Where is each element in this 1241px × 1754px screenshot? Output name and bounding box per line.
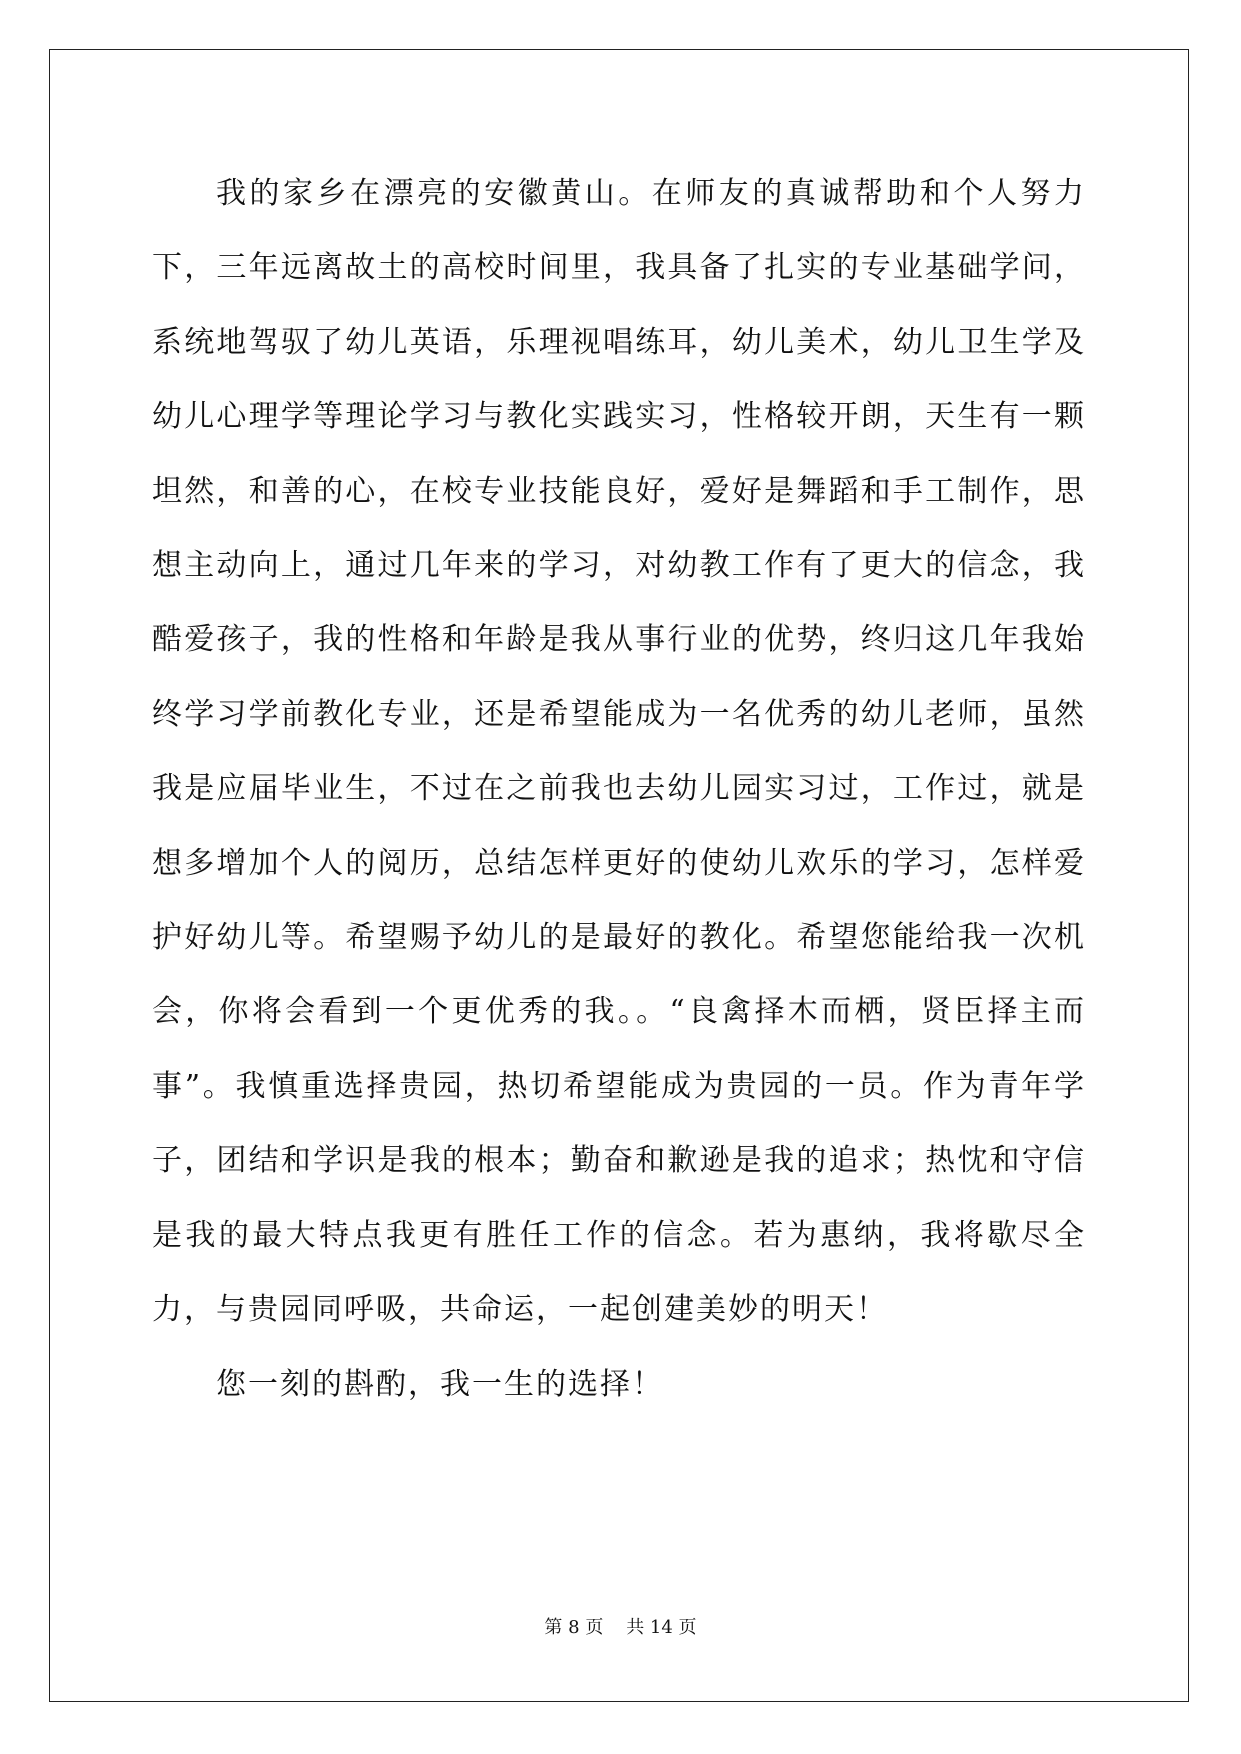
page-footer: [0, 1617, 1241, 1639]
paragraph-main: 我的家乡在漂亮的安徽黄山。在师友的真诚帮助和个人努力下，三年远离故土的高校时间里，我具备了扎实的专业基础学问，系统地驾驭了幼儿英语，乐理视唱练耳，幼儿美术，幼儿卫生学及幼儿心理学等理论学习与教化实践实习，性格较开朗，天生有一颗坦然，和善的心，在校专业技能良好，爱好是舞蹈和手工制作，思想主动向上，通过几年来的学习，对幼教工作有了更大的信念，我酷爱孩子，我的性格和年龄是我从事行业的优势，终归这几年我始终学习学前教化专业，还是希望能成为一名优秀的幼儿老师，虽然我是应届毕业生，不过在之前我也去幼儿园实习过，工作过，就是想多增加个人的阅历，总结怎样更好的使幼儿欢乐的学习，怎样爱护好幼儿等。希望赐予幼儿的是最好的教化。希望您能给我一次机会，你将会看到一个更优秀的我。。“良禽择木而栖，贤臣择主而事”。我慎重选择贵园，热切希望能成为贵园的一员。作为青年学子，团结和学识是我的根本；勤奋和歉逊是我的追求；热忱和守信是我的最大特点我更有胜任工作的信念。若为惠纳，我将歇尽全力，与贵园同呼吸，共命运，一起创建美妙的明天！: [152, 176, 1086, 1328]
document-body: [152, 157, 1086, 1422]
paragraph-closing: 您一刻的斟酌，我一生的选择！: [216, 1366, 664, 1402]
page-number-label: 第 8 页 共 14 页: [544, 1617, 697, 1638]
